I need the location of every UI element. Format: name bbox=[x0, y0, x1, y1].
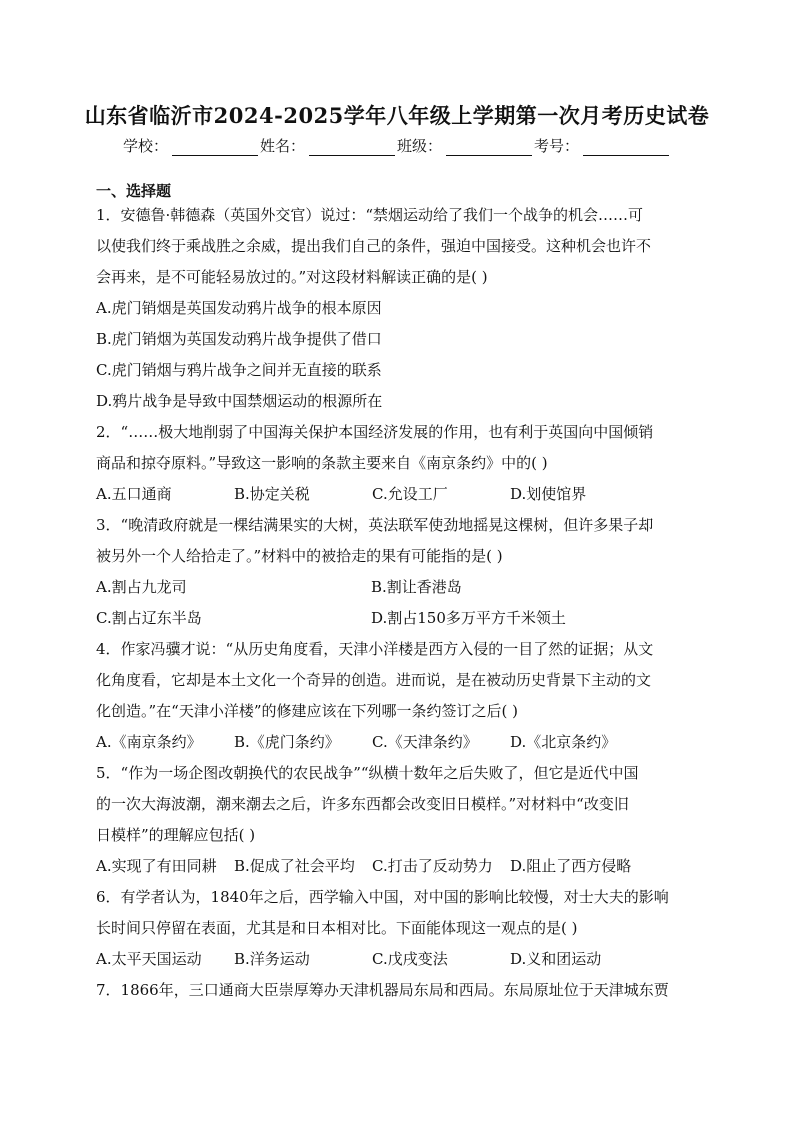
question-3-line-2: 被另外一个人给拾走了。”材料中的被拾走的果有可能指的是( ) bbox=[96, 547, 503, 565]
section-title: 一、选择题 bbox=[96, 182, 172, 200]
number-blank bbox=[583, 139, 669, 156]
question-5-option-d: D.阻止了西方侵略 bbox=[510, 857, 632, 875]
question-1-option-a: A.虎门销烟是英国发动鸦片战争的根本原因 bbox=[96, 299, 382, 317]
question-3-option-b: B.割让香港岛 bbox=[371, 578, 462, 596]
question-4-option-c: C.《天津条约》 bbox=[372, 733, 478, 751]
question-2-line-1: 2．“……极大地削弱了中国海关保护本国经济发展的作用，也有利于英国向中国倾销 bbox=[96, 423, 654, 441]
question-5-option-a: A.实现了有田同耕 bbox=[96, 857, 217, 875]
question-6-option-c: C.戊戌变法 bbox=[372, 950, 448, 968]
question-6-option-b: B.洋务运动 bbox=[234, 950, 310, 968]
question-2-option-b: B.协定关税 bbox=[234, 485, 310, 503]
class-blank bbox=[446, 139, 532, 156]
question-1-option-b: B.虎门销烟为英国发动鸦片战争提供了借口 bbox=[96, 330, 382, 348]
question-2-option-c: C.允设工厂 bbox=[372, 485, 448, 503]
question-5-line-3: 日模样”的理解应包括( ) bbox=[96, 826, 256, 844]
question-1-line-1: 1．安德鲁·韩德森（英国外交官）说过：“禁烟运动给了我们一个战争的机会……可 bbox=[96, 206, 643, 224]
question-7-line-1: 7．1866年，三口通商大臣崇厚筹办天津机器局东局和西局。东局原址位于天津城东贾 bbox=[96, 981, 669, 999]
name-blank bbox=[309, 139, 395, 156]
class-label: 班级： bbox=[397, 137, 443, 155]
question-4-option-a: A.《南京条约》 bbox=[96, 733, 202, 751]
question-3-option-c: C.割占辽东半岛 bbox=[96, 609, 202, 627]
student-info-row bbox=[0, 135, 794, 156]
question-2-option-a: A.五口通商 bbox=[96, 485, 172, 503]
name-label: 姓名： bbox=[259, 137, 305, 155]
question-4-line-1: 4．作家冯骥才说：“从历史角度看，天津小洋楼是西方入侵的一目了然的证据；从文 bbox=[96, 640, 654, 658]
question-2-line-2: 商品和掠夺原料。”导致这一影响的条款主要来自《南京条约》中的( ) bbox=[96, 454, 548, 472]
school-label: 学校： bbox=[122, 137, 168, 155]
school-blank bbox=[172, 139, 258, 156]
question-5-line-1: 5．“作为一场企图改朝换代的农民战争”“纵横十数年之后失败了，但它是近代中国 bbox=[96, 764, 639, 782]
question-3-option-a: A.割占九龙司 bbox=[96, 578, 187, 596]
question-6-line-2: 长时间只停留在表面，尤其是和日本相对比。下面能体现这一观点的是( ) bbox=[96, 919, 578, 937]
question-1-line-3: 会再来，是不可能轻易放过的。”对这段材料解读正确的是( ) bbox=[96, 268, 488, 286]
question-3-line-1: 3．“晚清政府就是一棵结满果实的大树，英法联军使劲地摇晃这棵树，但许多果子却 bbox=[96, 516, 654, 534]
question-5-option-b: B.促成了社会平均 bbox=[234, 857, 355, 875]
question-1-option-d: D.鸦片战争是导致中国禁烟运动的根源所在 bbox=[96, 392, 383, 410]
question-1-option-c: C.虎门销烟与鸦片战争之间并无直接的联系 bbox=[96, 361, 382, 379]
question-2-option-d: D.划使馆界 bbox=[510, 485, 587, 503]
number-label: 考号： bbox=[534, 137, 580, 155]
question-6-line-1: 6．有学者认为，1840年之后，西学输入中国，对中国的影响比较慢，对士大夫的影响 bbox=[96, 888, 669, 906]
question-6-option-d: D.义和团运动 bbox=[510, 950, 602, 968]
question-5-line-2: 的一次大海波潮，潮来潮去之后，许多东西都会改变旧日模样。”对材料中“改变旧 bbox=[96, 795, 629, 813]
question-3-option-d: D.割占150多万平方千米领土 bbox=[371, 609, 566, 627]
question-1-line-2: 以使我们终于乘战胜之余威，提出我们自己的条件，强迫中国接受。这种机会也许不 bbox=[96, 237, 652, 255]
question-4-option-d: D.《北京条约》 bbox=[510, 733, 617, 751]
question-4-option-b: B.《虎门条约》 bbox=[234, 733, 340, 751]
question-5-option-c: C.打击了反动势力 bbox=[372, 857, 493, 875]
question-4-line-3: 化创造。”在“天津小洋楼”的修建应该在下列哪一条约签订之后( ) bbox=[96, 702, 518, 720]
question-4-line-2: 化角度看，它却是本土文化一个奇异的创造。进而说，是在被动历史背景下主动的文 bbox=[96, 671, 652, 689]
exam-title: 山东省临沂市2024-2025学年八年级上学期第一次月考历史试卷 bbox=[84, 103, 710, 128]
question-6-option-a: A.太平天国运动 bbox=[96, 950, 202, 968]
